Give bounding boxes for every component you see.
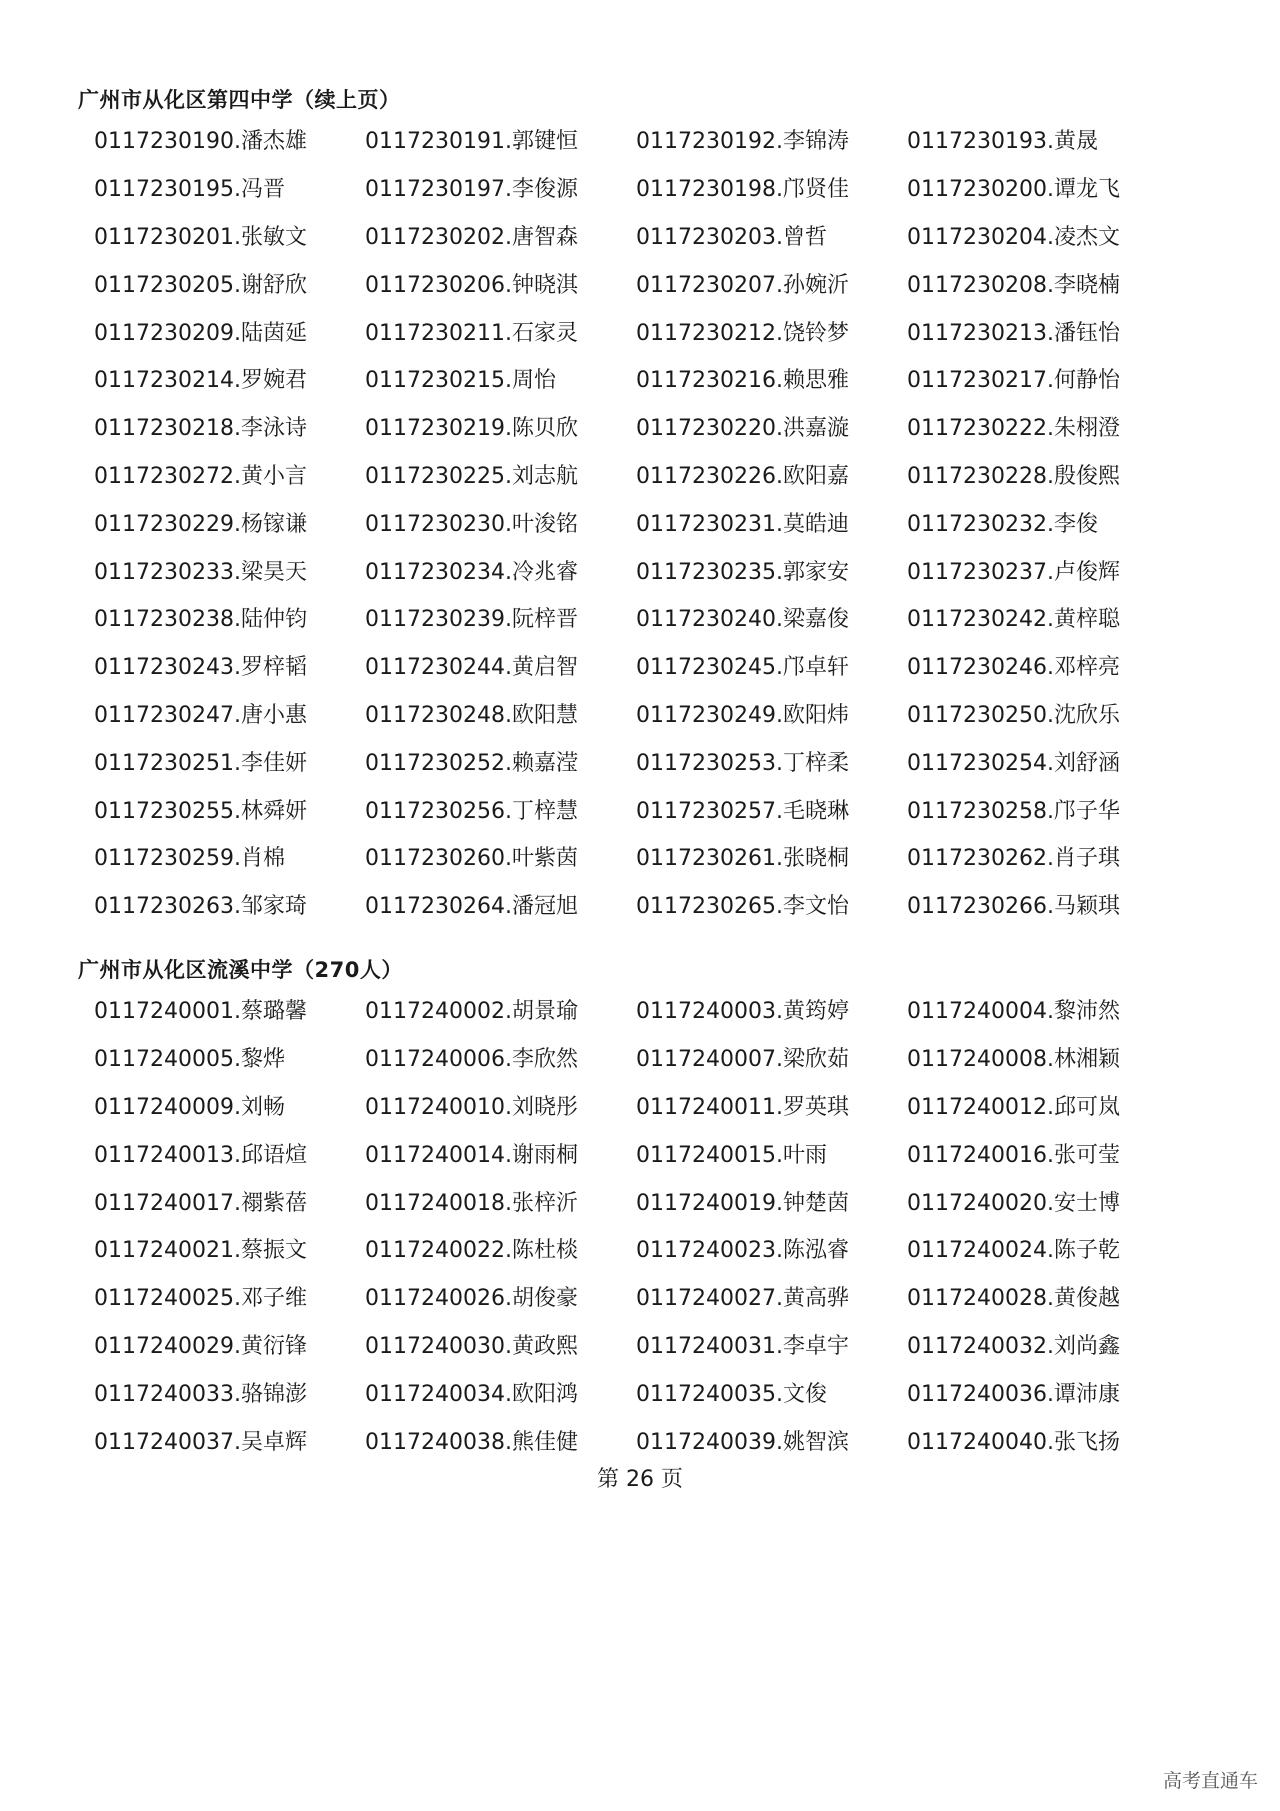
- student-entry: 0117230246.邓梓亮: [907, 655, 1120, 681]
- table-row: [94, 1082, 1194, 1130]
- name-grid-liuxi: [94, 986, 1194, 1464]
- table-row: [94, 164, 1194, 212]
- student-entry: 0117240031.李卓宇: [636, 1333, 849, 1359]
- student-entry: 0117230272.黄小言: [94, 463, 307, 489]
- student-entry: 0117240009.刘畅: [94, 1094, 285, 1120]
- student-entry: 0117240003.黄筠婷: [636, 999, 849, 1025]
- student-entry: 0117230250.沈欣乐: [907, 702, 1120, 728]
- student-entry: 0117240033.骆锦澎: [94, 1381, 307, 1407]
- student-entry: 0117230192.李锦涛: [636, 129, 849, 155]
- student-entry: 0117230259.肖棉: [94, 846, 285, 872]
- student-entry: 0117230229.杨镓谦: [94, 511, 307, 537]
- student-entry: 0117230242.黄梓聪: [907, 607, 1120, 633]
- student-entry: 0117230254.刘舒涵: [907, 750, 1120, 776]
- student-entry: 0117230222.朱栩澄: [907, 416, 1120, 442]
- table-row: [94, 259, 1194, 307]
- student-entry: 0117230216.赖思雅: [636, 368, 849, 394]
- student-entry: 0117230211.石家灵: [365, 320, 578, 346]
- table-row: [94, 355, 1194, 403]
- student-entry: 0117240016.张可莹: [907, 1142, 1120, 1168]
- student-entry: 0117230256.丁梓慧: [365, 798, 578, 824]
- student-entry: 0117230215.周怡: [365, 368, 556, 394]
- student-entry: 0117240011.罗英琪: [636, 1094, 849, 1120]
- student-entry: 0117230264.潘冠旭: [365, 894, 578, 920]
- student-entry: 0117230225.刘志航: [365, 463, 578, 489]
- student-entry: 0117240014.谢雨桐: [365, 1142, 578, 1168]
- student-entry: 0117230218.李泳诗: [94, 416, 307, 442]
- student-entry: 0117240017.禤紫蓓: [94, 1190, 307, 1216]
- table-row: [94, 1129, 1194, 1177]
- table-row: [94, 785, 1194, 833]
- student-entry: 0117230258.邝子华: [907, 798, 1120, 824]
- student-entry: 0117230257.毛晓琳: [636, 798, 849, 824]
- student-entry: 0117230245.邝卓轩: [636, 655, 849, 681]
- student-entry: 0117240021.蔡振文: [94, 1238, 307, 1264]
- student-entry: 0117230190.潘杰雄: [94, 129, 307, 155]
- student-entry: 0117230234.冷兆睿: [365, 559, 578, 585]
- student-entry: 0117240013.邱语煊: [94, 1142, 307, 1168]
- student-entry: 0117240001.蔡璐馨: [94, 999, 307, 1025]
- student-entry: 0117230201.张敏文: [94, 224, 307, 250]
- page-number: 第 26 页: [597, 1467, 683, 1492]
- name-grid-school-4: [94, 116, 1194, 929]
- table-row: [94, 594, 1194, 642]
- table-row: [94, 881, 1194, 929]
- student-entry: 0117230198.邝贤佳: [636, 177, 849, 203]
- student-entry: 0117230203.曾哲: [636, 224, 827, 250]
- table-row: [94, 403, 1194, 451]
- table-row: [94, 833, 1194, 881]
- student-entry: 0117240008.林湘颖: [907, 1047, 1120, 1073]
- table-row: [94, 1416, 1194, 1464]
- student-entry: 0117230208.李晓楠: [907, 272, 1120, 298]
- table-row: [94, 986, 1194, 1034]
- table-row: [94, 1321, 1194, 1369]
- student-entry: 0117230251.李佳妍: [94, 750, 307, 776]
- student-entry: 0117240027.黄高骅: [636, 1286, 849, 1312]
- student-entry: 0117230206.钟晓淇: [365, 272, 578, 298]
- student-entry: 0117230265.李文怡: [636, 894, 849, 920]
- student-entry: 0117240024.陈子乾: [907, 1238, 1120, 1264]
- student-entry: 0117230266.马颖琪: [907, 894, 1120, 920]
- student-entry: 0117240040.张飞扬: [907, 1429, 1120, 1455]
- student-entry: 0117230249.欧阳炜: [636, 702, 849, 728]
- student-entry: 0117230202.唐智森: [365, 224, 578, 250]
- student-entry: 0117240039.姚智滨: [636, 1429, 849, 1455]
- student-entry: 0117240035.文俊: [636, 1381, 827, 1407]
- student-entry: 0117240019.钟楚茵: [636, 1190, 849, 1216]
- student-entry: 0117240029.黄衍锋: [94, 1333, 307, 1359]
- student-entry: 0117230237.卢俊辉: [907, 559, 1120, 585]
- student-entry: 0117240026.胡俊豪: [365, 1286, 578, 1312]
- student-entry: 0117240012.邱可岚: [907, 1094, 1120, 1120]
- table-row: [94, 1177, 1194, 1225]
- student-entry: 0117230204.凌杰文: [907, 224, 1120, 250]
- section-title-school-4: 广州市从化区第四中学（续上页）: [78, 88, 401, 112]
- student-entry: 0117240010.刘晓彤: [365, 1094, 578, 1120]
- student-entry: 0117230252.赖嘉滢: [365, 750, 578, 776]
- student-entry: 0117230193.黄晟: [907, 129, 1098, 155]
- student-entry: 0117230243.罗梓韬: [94, 655, 307, 681]
- student-entry: 0117230214.罗婉君: [94, 368, 307, 394]
- student-entry: 0117230232.李俊: [907, 511, 1098, 537]
- table-row: [94, 1225, 1194, 1273]
- student-entry: 0117240005.黎烨: [94, 1047, 285, 1073]
- table-row: [94, 546, 1194, 594]
- table-row: [94, 1368, 1194, 1416]
- student-entry: 0117230238.陆仲钧: [94, 607, 307, 633]
- student-entry: 0117240032.刘尚鑫: [907, 1333, 1120, 1359]
- student-entry: 0117240023.陈泓睿: [636, 1238, 849, 1264]
- watermark: 高考直通车: [1162, 1770, 1258, 1792]
- student-entry: 0117230191.郭键恒: [365, 129, 578, 155]
- student-entry: 0117230226.欧阳嘉: [636, 463, 849, 489]
- student-entry: 0117240022.陈杜棪: [365, 1238, 578, 1264]
- table-row: [94, 212, 1194, 260]
- student-entry: 0117230205.谢舒欣: [94, 272, 307, 298]
- student-entry: 0117240006.李欣然: [365, 1047, 578, 1073]
- table-row: [94, 116, 1194, 164]
- student-entry: 0117240025.邓子维: [94, 1286, 307, 1312]
- section-title-liuxi: 广州市从化区流溪中学（270人）: [78, 958, 403, 982]
- student-entry: 0117230217.何静怡: [907, 368, 1120, 394]
- student-entry: 0117240018.张梓沂: [365, 1190, 578, 1216]
- student-entry: 0117230247.唐小惠: [94, 702, 307, 728]
- student-entry: 0117230255.林舜妍: [94, 798, 307, 824]
- student-entry: 0117230212.饶铃梦: [636, 320, 849, 346]
- student-entry: 0117240036.谭沛康: [907, 1381, 1120, 1407]
- student-entry: 0117240038.熊佳健: [365, 1429, 578, 1455]
- student-entry: 0117230219.陈贝欣: [365, 416, 578, 442]
- student-entry: 0117230220.洪嘉漩: [636, 416, 849, 442]
- student-entry: 0117230200.谭龙飞: [907, 177, 1120, 203]
- table-row: [94, 737, 1194, 785]
- table-row: [94, 1034, 1194, 1082]
- student-entry: 0117230231.莫皓迪: [636, 511, 849, 537]
- student-entry: 0117240020.安士博: [907, 1190, 1120, 1216]
- student-entry: 0117240028.黄俊越: [907, 1286, 1120, 1312]
- student-entry: 0117240030.黄政熙: [365, 1333, 578, 1359]
- student-entry: 0117230248.欧阳慧: [365, 702, 578, 728]
- student-entry: 0117230195.冯晋: [94, 177, 285, 203]
- student-entry: 0117230262.肖子琪: [907, 846, 1120, 872]
- table-row: [94, 451, 1194, 499]
- student-entry: 0117240007.梁欣茹: [636, 1047, 849, 1073]
- student-entry: 0117240002.胡景瑜: [365, 999, 578, 1025]
- student-entry: 0117230230.叶浚铭: [365, 511, 578, 537]
- student-entry: 0117230239.阮梓晋: [365, 607, 578, 633]
- student-entry: 0117230197.李俊源: [365, 177, 578, 203]
- student-entry: 0117230228.殷俊熙: [907, 463, 1120, 489]
- student-entry: 0117230253.丁梓柔: [636, 750, 849, 776]
- student-entry: 0117240004.黎沛然: [907, 999, 1120, 1025]
- table-row: [94, 307, 1194, 355]
- student-entry: 0117230263.邹家琦: [94, 894, 307, 920]
- student-entry: 0117230235.郭家安: [636, 559, 849, 585]
- student-entry: 0117230213.潘钰怡: [907, 320, 1120, 346]
- student-entry: 0117240037.吴卓辉: [94, 1429, 307, 1455]
- table-row: [94, 1273, 1194, 1321]
- student-entry: 0117230233.梁昊天: [94, 559, 307, 585]
- table-row: [94, 690, 1194, 738]
- student-entry: 0117240015.叶雨: [636, 1142, 827, 1168]
- student-entry: 0117230260.叶紫茵: [365, 846, 578, 872]
- student-entry: 0117240034.欧阳鸿: [365, 1381, 578, 1407]
- table-row: [94, 642, 1194, 690]
- student-entry: 0117230240.梁嘉俊: [636, 607, 849, 633]
- table-row: [94, 498, 1194, 546]
- student-entry: 0117230244.黄启智: [365, 655, 578, 681]
- student-entry: 0117230261.张晓桐: [636, 846, 849, 872]
- student-entry: 0117230209.陆茵延: [94, 320, 307, 346]
- student-entry: 0117230207.孙婉沂: [636, 272, 849, 298]
